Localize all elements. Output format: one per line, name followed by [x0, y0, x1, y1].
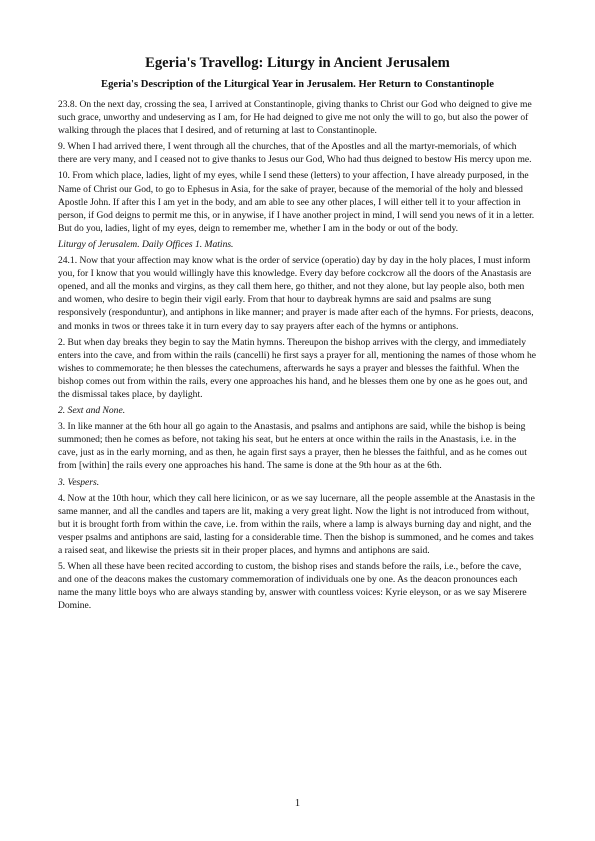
body-paragraph: 2. But when day breaks they begin to say the Matin hymns. Thereupon the bishop arrives with the clergy, and immediately enters into the cave, and from within the rails (cancelli) he first says a prayer for all, mentioning the names of those whom he wishes to commemorate; he then blesses the catechumens, afterwards he says a prayer and blesses the faithful. When the bishop comes out from within the rails, every one approaches his hand, and he blesses them one by one as he goes out, and the dismissal takes place, by daylight. — [58, 336, 536, 400]
document-body — [58, 98, 537, 612]
body-paragraph: 5. When all these have been recited according to custom, the bishop rises and stands before the rails, i.e., before the cave, and one of the deacons makes the customary commemoration of individuals one by one. As the deacon pronounces each name the many little boys who are always standing by, answer with countless voices: Kyrie eleyson, or as we say Miserere Domine. — [58, 561, 527, 612]
body-paragraph: 4. Now at the 10th hour, which they call here licinicon, or as we say lucernare, all the people assemble at the Anastasis in the same manner, and all the candles and tapers are lit, making a very great light. Now the light is not introduced from without, but it is brought forth from within the cave, i.e. from within the rails, where a lamp is always burning day and night, and the vesper psalms and antiphons are said, lasting for a considerable time. Then the bishop is summoned, and he comes and takes a raised seat, and likewise the priests sit in their proper places, and hymns and antiphons are said. — [58, 492, 535, 556]
body-paragraph: 24.1. Now that your affection may know what is the order of service (operatio) day by day in the holy places, I must inform you, for I know that you would willingly have this knowledge. Every day before cockcrow all the doors of the Anastasis are opened, and all the monks and virgins, as they call them here, go thither, and not they alone, but lay people also, both men and women, who desire to begin their vigil early. From that hour to daybreak hymns are said and psalms are sung responsively (responduntur), and antiphons in like manner; and prayer is made after each of the hymns. For priests, deacons, and monks in twos or threes take it in turn every day to say prayers after each of the hymns or antiphons. — [58, 255, 534, 332]
body-paragraph: 23.8. On the next day, crossing the sea, I arrived at Constantinople, giving thanks to Christ our God who deigned to give me such grace, unworthy and undeserving as I am, for He had deigned to give me not only the will to go, but also the power of walking through the places that I desired, and of returning at last to Constantinople. — [58, 99, 532, 137]
document-title: Egeria's Travellog: Liturgy in Ancient Jerusalem — [145, 55, 450, 71]
body-paragraph: 3. In like manner at the 6th hour all go again to the Anastasis, and psalms and antiphons are said, while the bishop is being summoned; then he comes as before, not taking his seat, but he enters at once within the rails in the Anastasis, i.e. in the cave, just as in the early morning, and as then, he again first says a prayer, then he blesses the faithful, and as he comes out from [within] the rails every one approaches his hand. The same is done at the 9th hour as at the 6th. — [58, 421, 527, 472]
section-heading: 3. Vespers. — [58, 476, 100, 488]
document-subtitle: Egeria's Description of the Liturgical Year in Jerusalem. Her Return to Constantinople — [101, 79, 494, 90]
section-heading: Liturgy of Jerusalem. Daily Offices 1. Matins. — [58, 238, 234, 250]
body-paragraph: 10. From which place, ladies, light of my eyes, while I send these (letters) to your affection, I have already purposed, in the Name of Christ our God, to go to Ephesus in Asia, for the sake of prayer, because of the memorial of the holy and blessed Apostle John. If after this I am yet in the body, and am able to see any other places, I will either tell it to your affection in person, if God deigns to permit me this, or in anywise, if I have another project in mind, I will send you news of it in a letter. But do you, ladies, light of my eyes, deign to remember me, whether I am in the body or out of the body. — [58, 170, 535, 234]
section-heading: 2. Sext and None. — [58, 405, 126, 417]
body-paragraph: 9. When I had arrived there, I went through all the churches, that of the Apostles and all the martyr-memorials, of which there are very many, and I ceased not to give thanks to Jesus our God, Who had thus deigned to bestow His mercy upon me. — [58, 141, 532, 166]
page-number: 1 — [294, 798, 301, 809]
